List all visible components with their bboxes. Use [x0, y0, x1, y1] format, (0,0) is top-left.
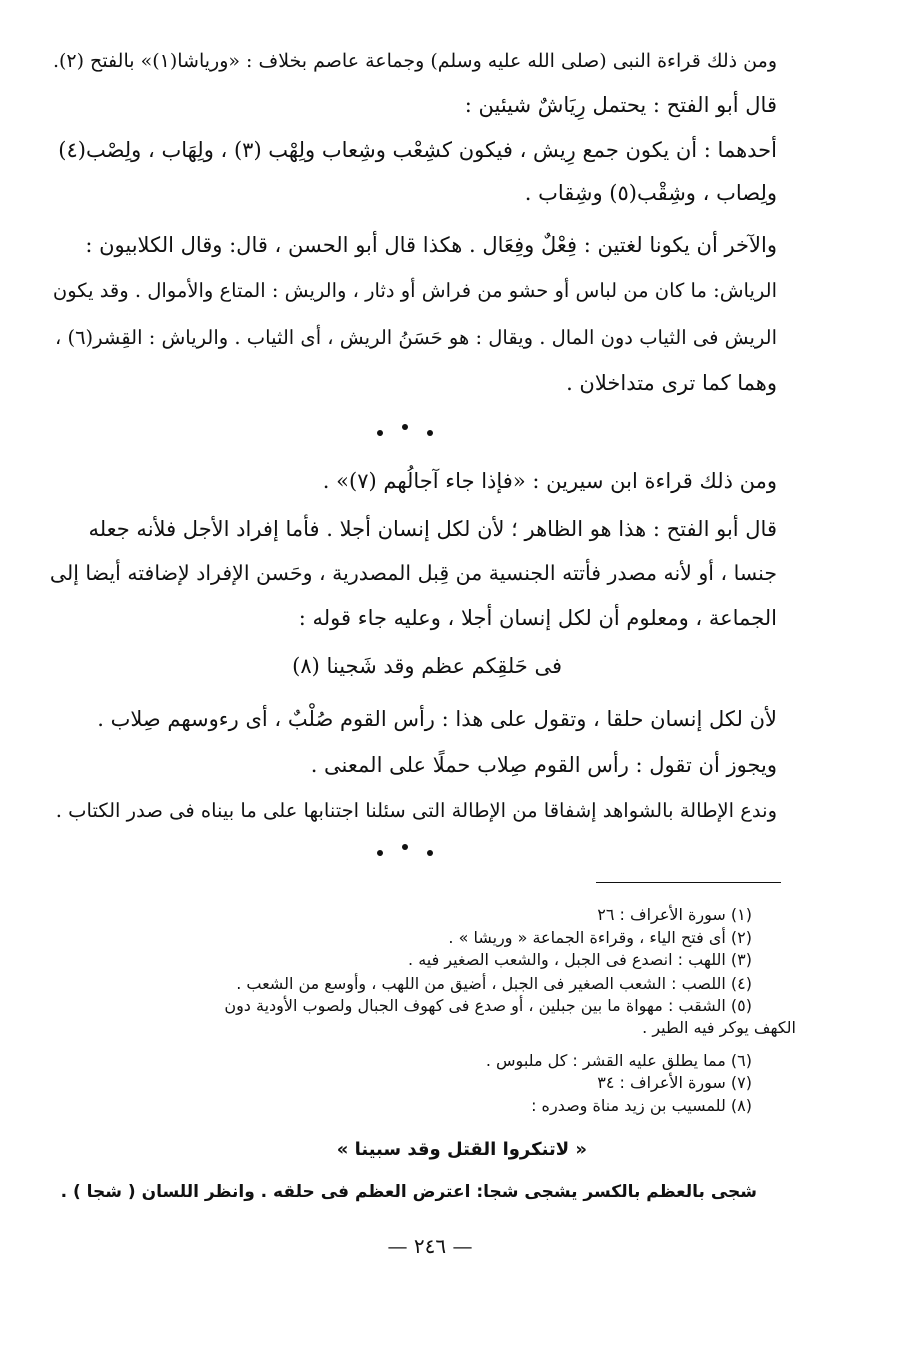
footnote: (٨) للمسيب بن زيد مناة وصدره :	[531, 1096, 752, 1115]
footnote: (٥) الشقب : مهواة ما بين جبلين ، أو صدع فى كهوف الجبال ولصوب الأودية دون	[224, 996, 752, 1015]
body-line: وندع الإطالة بالشواهد إشفاقا من الإطالة التى سئلنا اجتنابها على ما بيناه فى صدر الكتاب .	[55, 799, 777, 822]
footnote-note: شجى بالعظم بالكسر يشجى شجا: اعترض العظم فى حلقه . وانظر اللسان ( شجا ) .	[60, 1182, 757, 1202]
section-separator	[375, 844, 435, 856]
verse-line: فى حَلقِكم عظم وقد شَجينا (٨)	[292, 654, 562, 678]
body-line: أحدهما : أن يكون جمع رِيش ، فيكون كشِعْب وشِعاب ولِهْب (٣) ، ولِهَاب ، ولِصْب(٤)	[58, 138, 777, 162]
footnote: (٦) مما يطلق عليه القشر : كل ملبوس .	[485, 1051, 752, 1070]
page-number: — ٢٤٦ —	[387, 1234, 473, 1258]
body-line: لأن لكل إنسان حلقا ، وتقول على هذا : رأس القوم صُلْبٌ ، أى رءوسهم صِلاب .	[97, 707, 777, 731]
section-separator	[375, 424, 435, 436]
body-line: جنسا ، أو لأنه مصدر فأتته الجنسية من قِبل المصدرية ، وحَسن الإفراد لإضافته أيضا إلى	[49, 561, 777, 585]
body-line: قال أبو الفتح : هذا هو الظاهر ؛ لأن لكل إنسان أجلا . فأما إفراد الأجل فلأنه جعله	[88, 517, 777, 541]
body-line: الرياش: ما كان من لباس أو حشو من فراش أو دثار ، والريش : المتاع والأموال . وقد يكون	[52, 279, 777, 302]
footnote: (١) سورة الأعراف : ٢٦	[597, 905, 752, 924]
footnote-verse: « لاتنكروا القتل وقد سبينا »	[336, 1139, 587, 1160]
body-line: الجماعة ، ومعلوم أن لكل إنسان أجلا ، وعليه جاء قوله :	[298, 606, 777, 630]
body-line: ومن ذلك قراءة ابن سيرين : «فإذا جاء آجالُهم (٧)» .	[322, 469, 777, 493]
body-line: والآخر أن يكونا لغتين : فِعْلٌ وفِعَال . هكذا قال أبو الحسن ، قال: وقال الكلابيون :	[85, 233, 777, 257]
body-line: وهما كما ترى متداخلان .	[566, 371, 777, 395]
body-line: قال أبو الفتح : يحتمل رِيَاشٌ شيئين :	[464, 93, 777, 117]
footnote: (٢) أى فتح الياء ، وقراءة الجماعة « وريشا » .	[448, 928, 752, 947]
footnote: (٧) سورة الأعراف : ٣٤	[597, 1073, 752, 1092]
footnote: (٤) اللصب : الشعب الصغير فى الجبل ، أضيق من اللهب ، وأوسع من الشعب .	[236, 974, 752, 993]
body-line: الريش فى الثياب دون المال . ويقال : هو حَسَنُ الريش ، أى الثياب . والرياش : القِشر(٦) ،	[54, 326, 777, 349]
footnote: الكهف يوكر فيه الطير .	[642, 1018, 796, 1037]
footnote-divider	[596, 882, 781, 883]
footnote: (٣) اللهب : انصدع فى الجبل ، والشعب الصغير فيه .	[408, 950, 752, 969]
body-line: ولِصاب ، وشِقْب(٥) وشِقاب .	[524, 181, 777, 205]
body-line: ويجوز أن تقول : رأس القوم صِلاب حملًا على المعنى .	[310, 753, 777, 777]
body-line: ومن ذلك قراءة النبى (صلى الله عليه وسلم) وجماعة عاصم بخلاف : «ورياشا(١)» بالفتح (٢).	[52, 50, 777, 72]
